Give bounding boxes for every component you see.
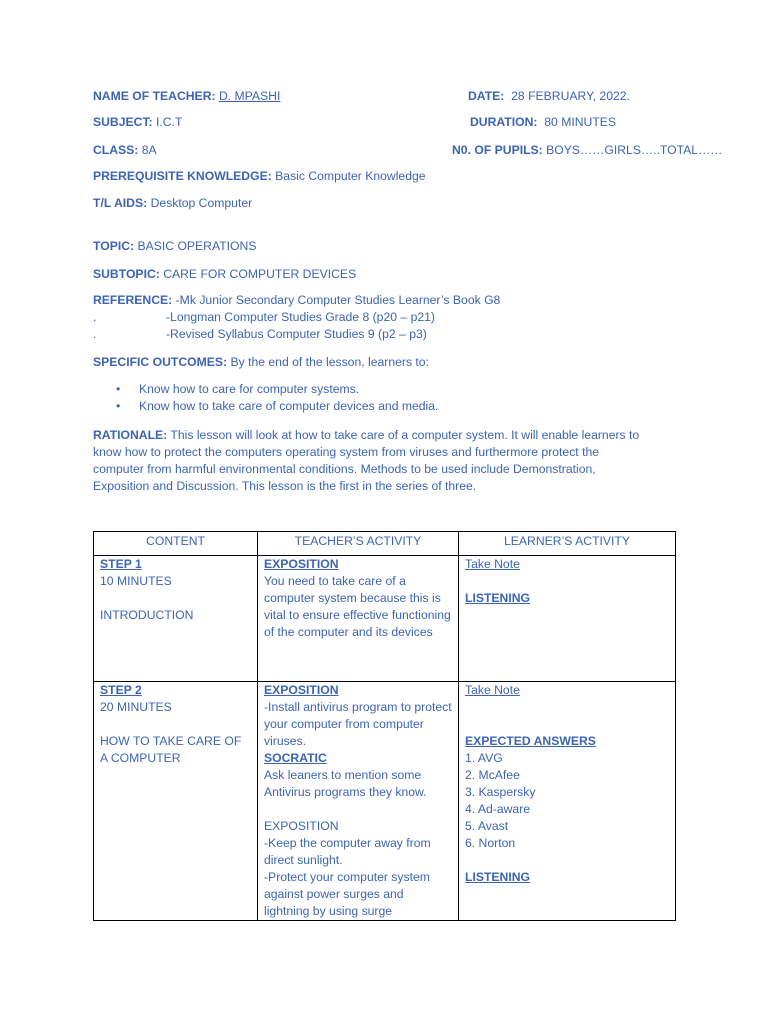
teacher-text: You need to take care of a computer system because this is vital to ensure effective functioning of the computer and its devices <box>264 574 451 639</box>
reference-line-1 <box>93 292 500 308</box>
rationale-text-1: This lesson will look at how to take care of a computer system. It will enable learners to <box>170 428 640 442</box>
answer-item: 6. Norton <box>465 836 516 850</box>
answer-item: 3. Kaspersky <box>465 785 536 799</box>
date-label: DATE: <box>468 89 505 103</box>
class-line <box>93 142 157 158</box>
method-heading: EXPOSITION <box>264 683 339 697</box>
reference-item-3: -Revised Syllabus Computer Studies 9 (p2 – p3) <box>166 327 427 341</box>
header-learner-activity: LEARNER’S ACTIVITY <box>459 532 676 556</box>
teacher-text: -Protect your computer system against power surges and lightning by using surge <box>264 870 430 918</box>
topic-line <box>93 238 256 254</box>
listening: LISTENING <box>465 870 531 884</box>
duration-line <box>470 114 616 130</box>
duration-value: 80 MINUTES <box>544 115 617 129</box>
lesson-plan-table <box>93 531 676 921</box>
date-line <box>468 88 630 104</box>
teacher-text: -Install antivirus program to protect your computer from computer viruses. <box>264 700 452 748</box>
method-heading: SOCRATIC <box>264 751 327 765</box>
step-minutes: 10 MINUTES <box>100 574 172 588</box>
subtopic-value: CARE FOR COMPUTER DEVICES <box>163 267 357 281</box>
class-value: 8A <box>141 143 157 157</box>
expected-answers-heading: EXPECTED ANSWERS <box>465 734 596 748</box>
answer-item: 5. Avast <box>465 819 509 833</box>
subtopic-label: SUBTOPIC: <box>93 267 160 281</box>
subtopic-line <box>93 266 356 282</box>
pupils-line <box>452 142 722 158</box>
class-label: CLASS: <box>93 143 139 157</box>
content-cell <box>94 556 258 682</box>
pupils-value: BOYS……GIRLS…..TOTAL…… <box>546 143 723 157</box>
aids-value: Desktop Computer <box>150 196 253 210</box>
aids-label: T/L AIDS: <box>93 196 148 210</box>
teacher-line <box>93 88 280 104</box>
step-label: STEP 1 <box>100 557 142 571</box>
answer-item: 1. AVG <box>465 751 503 765</box>
date-value: 28 FEBRUARY, 2022. <box>511 89 630 103</box>
rationale-text-3: computer from harmful environmental conditions. Methods to be used include Demonstration, <box>93 462 596 476</box>
take-note: Take Note <box>465 557 520 571</box>
table-row <box>94 682 676 921</box>
take-note: Take Note <box>465 683 520 697</box>
pupils-label: N0. OF PUPILS: <box>452 143 543 157</box>
reference-label: REFERENCE: <box>93 293 173 307</box>
learner-activity-cell <box>459 682 676 921</box>
step-minutes: 20 MINUTES <box>100 700 172 714</box>
rationale-line-1 <box>93 427 639 443</box>
reference-item-1: -Mk Junior Secondary Computer Studies Learner’s Book G8 <box>175 293 501 307</box>
learner-activity-cell <box>459 556 676 682</box>
header-content: CONTENT <box>94 532 258 556</box>
step-label: STEP 2 <box>100 683 142 697</box>
outcomes-list <box>116 381 438 415</box>
duration-label: DURATION: <box>470 115 538 129</box>
answer-item: 4. Ad-aware <box>465 802 531 816</box>
reference-dot-3: . <box>93 327 97 341</box>
step-title: HOW TO TAKE CARE OF A COMPUTER <box>100 734 242 765</box>
teacher-activity-cell <box>258 682 459 921</box>
topic-value: BASIC OPERATIONS <box>137 239 257 253</box>
aids-line <box>93 195 252 211</box>
method-heading: EXPOSITION <box>264 557 339 571</box>
teacher-text: -Keep the computer away from direct sunlight. <box>264 836 431 867</box>
prerequisite-label: PREREQUISITE KNOWLEDGE: <box>93 169 272 183</box>
rationale-text-4: Exposition and Discussion. This lesson is the first in the series of three. <box>93 479 477 493</box>
answer-item: 2. McAfee <box>465 768 520 782</box>
prerequisite-value: Basic Computer Knowledge <box>275 169 426 183</box>
content-cell <box>94 682 258 921</box>
teacher-activity-cell <box>258 556 459 682</box>
prerequisite-line <box>93 168 426 184</box>
rationale-text-2: know how to protect the computers operating system from viruses and furthermore protect the <box>93 445 600 459</box>
method-heading: EXPOSITION <box>264 819 339 833</box>
subject-line <box>93 114 182 130</box>
table-header-row <box>94 532 676 556</box>
step-title: INTRODUCTION <box>100 608 194 622</box>
outcomes-label: SPECIFIC OUTCOMES: <box>93 355 228 369</box>
listening: LISTENING <box>465 591 531 605</box>
outcomes-line <box>93 354 429 370</box>
rationale-label: RATIONALE: <box>93 428 168 442</box>
subject-label: SUBJECT: <box>93 115 153 129</box>
teacher-value: D. MPASHI <box>218 89 281 103</box>
topic-label: TOPIC: <box>93 239 135 253</box>
header-teacher-activity: TEACHER’S ACTIVITY <box>258 532 459 556</box>
reference-item-2: -Longman Computer Studies Grade 8 (p20 – p21) <box>166 310 435 324</box>
teacher-text: Ask leaners to mention some Antivirus programs they know. <box>264 768 427 799</box>
table-row <box>94 556 676 682</box>
outcomes-intro: By the end of the lesson, learners to: <box>230 355 429 369</box>
outcome-item: • Know how to care for computer systems. <box>116 381 438 398</box>
outcome-item: • Know how to take care of computer devices and media. <box>116 398 438 415</box>
reference-dot-2: . <box>93 310 97 324</box>
teacher-label: NAME OF TEACHER: <box>93 89 216 103</box>
subject-value: I.C.T <box>155 115 183 129</box>
